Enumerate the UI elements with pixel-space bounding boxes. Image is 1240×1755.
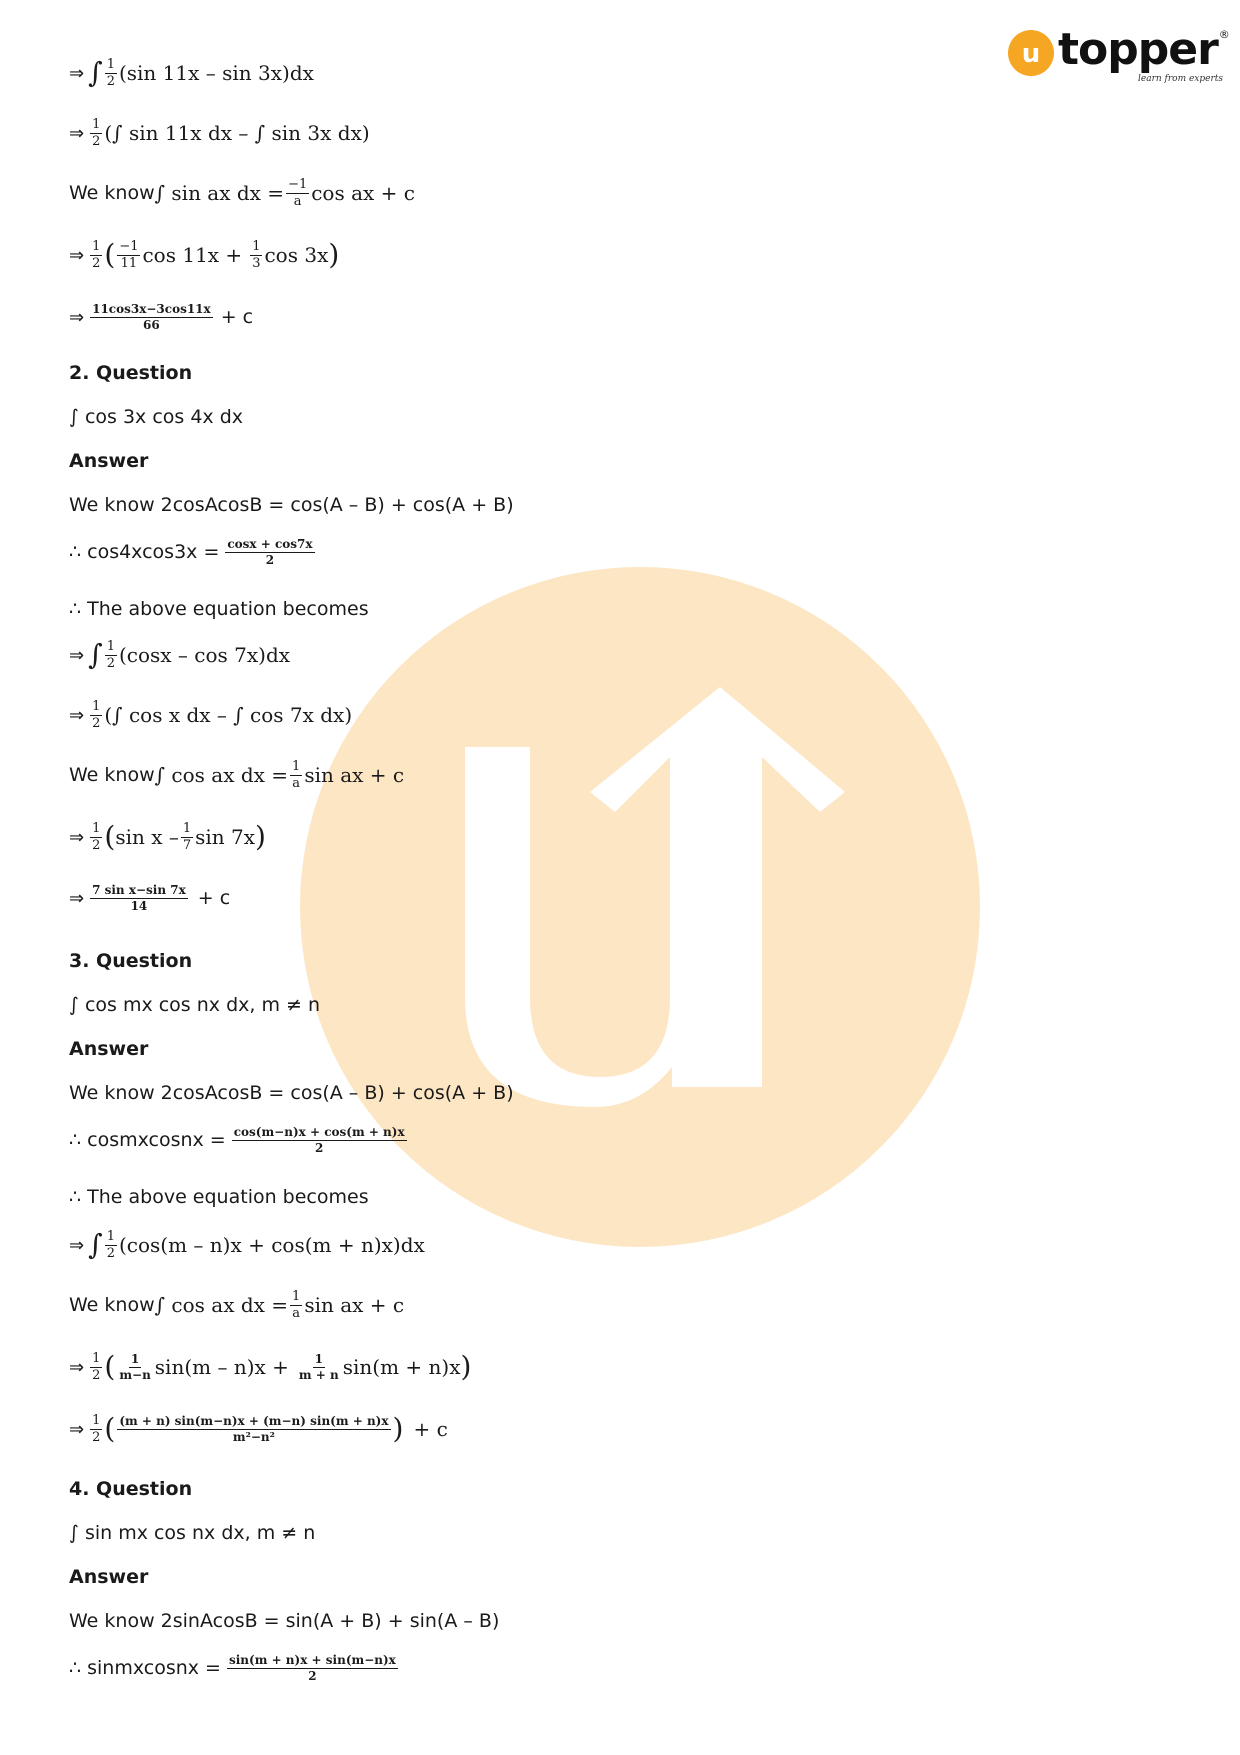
step-line: ⇒ $\frac{1}{2}$ (∫ sin 11x dx – ∫ sin 3x dx)	[69, 117, 370, 149]
formula-line: We know 2sinAcosB = sin(A + B) + sin(A – B)	[69, 1610, 500, 1632]
question-text: ∫ cos 3x cos 4x dx	[69, 406, 244, 428]
question-heading: 3. Question	[69, 950, 193, 972]
formula-line: We know 2cosAcosB = cos(A – B) + cos(A + B)	[69, 494, 514, 516]
result-line: ⇒ $\frac{1}{2}$ ( $\frac{(m + n) \sin(m-n)x + (m-n) \sin(m + n)x}{\text{m²−n²}}$ ) + c	[69, 1412, 448, 1446]
step-line: ⇒ ∫ $\frac{1}{2}$ (cos(m – n)x + cos(m + n)x)dx	[69, 1228, 425, 1262]
answer-label: Answer	[69, 450, 149, 472]
formula-line: We know ∫ cos ax dx = $\frac{1}{a}$ sin ax + c	[69, 759, 405, 791]
step-line: ⇒ $\frac{1}{2}$ ( sin x – $\frac{1}{7}$ sin 7x )	[69, 820, 266, 854]
answer-label: Answer	[69, 1566, 149, 1588]
svg-text:u: u	[1021, 39, 1041, 69]
formula-line: We know ∫ cos ax dx = $\frac{1}{a}$ sin ax + c	[69, 1289, 405, 1321]
step-line: ⇒ $\frac{1}{2}$ ( $\frac{-1}{11}$ cos 11x + $\frac{1}{3}$ cos 3x )	[69, 238, 340, 272]
step-line: ∴ cosmxcosnx = $\frac{\cos(m-n)x + \cos(m + n)x}{2}$	[69, 1125, 405, 1155]
topper-mark-icon	[1008, 30, 1054, 76]
formula-line: We know ∫ sin ax dx = $\frac{-1}{a}$ cos ax + c	[69, 177, 415, 209]
step-line: ⇒ $\frac{1}{2}$ (∫ cos x dx – ∫ cos 7x dx)	[69, 699, 353, 731]
step-line: ⇒ ∫ $\frac{1}{2}$ (sin 11x – sin 3x)dx	[69, 56, 314, 90]
formula-line: We know 2cosAcosB = cos(A – B) + cos(A + B)	[69, 1082, 514, 1104]
result-line: ⇒ $\frac{11\cos 3x-3\cos 11x}{66}$ + c	[69, 302, 254, 332]
question-heading: 4. Question	[69, 1478, 193, 1500]
topper-logo[interactable]	[1008, 24, 1230, 84]
step-line: ∴ cos4xcos3x = $\frac{\cos x + \cos 7x}{2}$	[69, 537, 313, 567]
result-line: ⇒ $\frac{\text{7 sin x−sin 7x}}{14}$ + c	[69, 883, 231, 913]
question-text: ∫ cos mx cos nx dx, m ≠ n	[69, 994, 321, 1016]
answer-label: Answer	[69, 1038, 149, 1060]
text-line: ∴ The above equation becomes	[69, 598, 369, 620]
registered-mark: ®	[1218, 28, 1230, 41]
brand-name: topper	[1058, 24, 1218, 75]
question-heading: 2. Question	[69, 362, 193, 384]
brand-tagline: learn from experts	[1138, 74, 1224, 84]
step-line: ⇒ $\frac{1}{2}$ ( $\frac{1}{m-n}$ sin(m – n)x + $\frac{1}{m + n}$ sin(m + n)x )	[69, 1350, 472, 1384]
text-line: ∴ The above equation becomes	[69, 1186, 369, 1208]
step-line: ⇒ ∫ $\frac{1}{2}$ (cosx – cos 7x)dx	[69, 638, 291, 672]
step-line: ∴ sinmxcosnx = $\frac{\sin(m + n)x + \sin(m-n)x}{2}$	[69, 1653, 396, 1683]
question-text: ∫ sin mx cos nx dx, m ≠ n	[69, 1522, 316, 1544]
